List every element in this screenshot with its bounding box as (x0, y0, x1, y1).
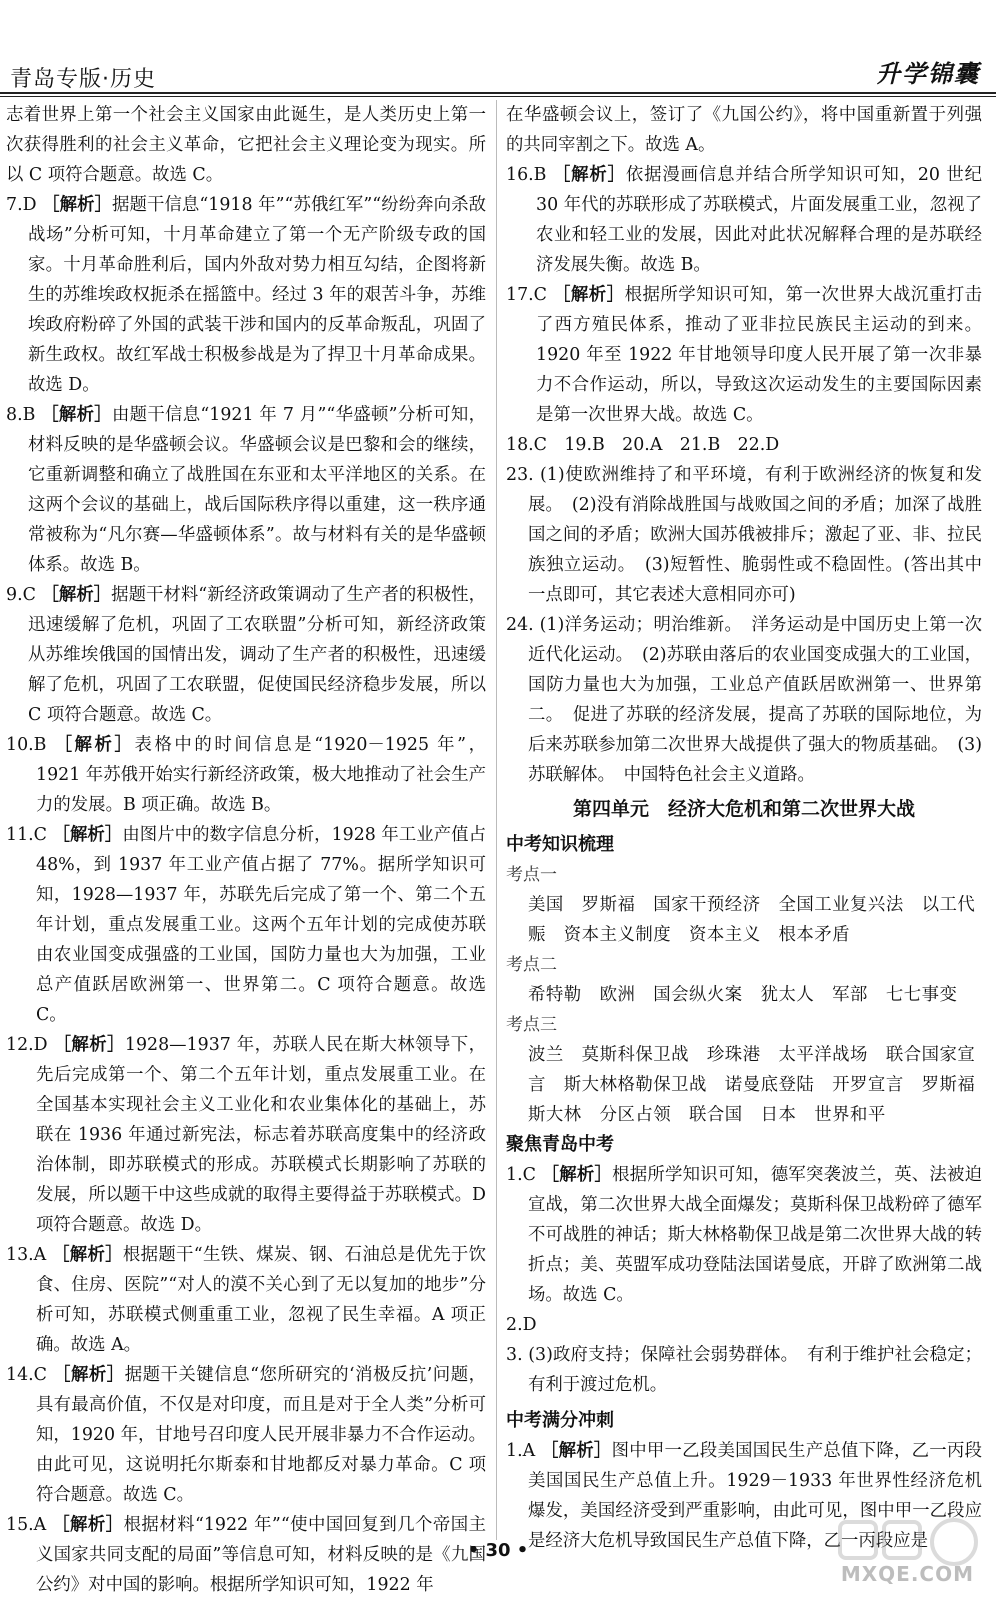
answer-text: 由图片中的数字信息分析，1928 年工业产值占 48%，到 1937 年工业产值占据了 77%。据所学知识可知，1928—1937 年，苏联先后完成了第一个、第二个五年计划，重点发展重工业。这两个五年计划的完成使苏联由农业国变成强盛的工业国，国防力量也大为加强，工业总产值跃居欧洲第一、世界第二。C 项符合题意。故选 C。 (36, 825, 486, 1025)
section-sprint-title: 中考满分冲刺 (506, 1410, 614, 1431)
page-header (0, 0, 996, 98)
answer-text: 图中甲一乙段美国国民生产总值下降，乙一丙段美国国民生产总值上升。1929－1933 年世界性经济危机爆发，美国经济受到严重影响，由此可见，图中甲一乙段应是经济大危机导致国民生产总值下降，乙一丙段应是 (528, 1441, 982, 1551)
answer-number: 16.B (506, 165, 547, 185)
answer-number: 1.A (506, 1441, 536, 1461)
answer-item (6, 400, 486, 580)
analysis-tag: ［解析］ (52, 1245, 123, 1265)
right-column-answers (506, 100, 982, 790)
analysis-tag: ［解析］ (52, 825, 123, 845)
kaodian-terms: 波兰 莫斯科保卫战 珍珠港 太平洋战场 联合国家宣言 斯大林格勒保卫战 诺曼底登陆 开罗宣言 罗斯福 斯大林 分区占领 联合国 日本 世界和平 (528, 1045, 994, 1125)
analysis-tag: ［解析］ (52, 1515, 124, 1535)
answer-number: 3. (506, 1345, 523, 1365)
header-right-title: 升学锦囊 (876, 60, 980, 88)
answer-number: 11.C (6, 825, 47, 845)
watermark-text: MXQE.COM (840, 1562, 974, 1586)
answer-item (506, 1160, 982, 1310)
kaodian-terms: 希特勒 欧洲 国会纵火案 犹太人 军部 七七事变 (528, 985, 958, 1005)
analysis-tag: ［解析］ (552, 165, 626, 185)
header-rule-thin (0, 96, 996, 97)
kaodian-terms: 美国 罗斯福 国家干预经济 全国工业复兴法 以工代赈 资本主义制度 资本主义 根本矛盾 (528, 895, 976, 945)
answer-text: 据题干材料“新经济政策调动了生产者的积极性，迅速缓解了危机，巩固了工农联盟”分析可知，新经济政策从苏维埃俄国的国情出发，调动了生产者的积极性，迅速缓解了危机，巩固了工农联盟，促使国民经济稳步发展，所以 C 项符合题意。故选 C。 (28, 585, 486, 725)
analysis-tag: ［解析］ (42, 195, 113, 215)
analysis-tag: ［解析］ (41, 585, 112, 605)
kaodian-label: 考点二 (506, 955, 557, 975)
analysis-tag: ［解析］ (53, 1035, 125, 1055)
answer-text: (1)使欧洲维持了和平环境，有利于欧洲经济的恢复和发展。 (2)没有消除战胜国与战败国之间的矛盾；加深了战胜国之间的矛盾；欧洲大国苏俄被排斥；激起了亚、非、拉民族独立运动。 (3)短暂性、脆弱性或不稳固性。(答出其中一点即可，其它表述大意相同亦可) (528, 465, 983, 605)
answer-number: 24. (506, 615, 534, 635)
analysis-tag: ［解析］ (553, 285, 625, 305)
answer-item (506, 1340, 982, 1400)
answer-text: (3)政府支持；保障社会弱势群体。 有利于维护社会稳定；有利于渡过危机。 (528, 1345, 983, 1395)
answer-number: 8.B (6, 405, 36, 425)
answer-text: 据题干关键信息“您所研究的‘消极反抗’问题，具有最高价值，不仅是对印度，而且是对于全人类”分析可知，1920 年，甘地号召印度人民开展非暴力不合作运动。由此可见，这说明托尔斯泰和甘地都反对暴力革命。C 项符合题意。故选 C。 (36, 1365, 486, 1505)
answer-item (506, 100, 982, 160)
qingdao-answer-list (506, 1160, 982, 1400)
answer-text: 18.C 19.B 20.A 21.B 22.D (506, 435, 780, 455)
section-qingdao-title: 聚焦青岛中考 (506, 1134, 614, 1155)
answer-text: 根据材料“1922 年”“使中国回复到几个帝国主义国家共同支配的局面”等信息可知，材料反映的是《九国公约》对中国的影响。根据所学知识可知，1922 年 (36, 1515, 486, 1595)
answer-text: 1928—1937 年，苏联人民在斯大林领导下，先后完成第一个、第二个五年计划，重点发展重工业。在全国基本实现社会主义工业化和农业集体化的基础上，苏联在 1936 年通过新宪法，标志着苏联高度集中的经济政治体制，即苏联模式的形成。苏联模式长期影响了苏联的发展，所以题干中这些成就的取得主要得益于苏联模式。D 项符合题意。故选 D。 (36, 1035, 486, 1235)
answer-number: 2.D (506, 1315, 537, 1335)
analysis-tag: ［解析］ (53, 1365, 125, 1385)
answer-number: 12.D (6, 1035, 48, 1055)
header-rule (0, 92, 996, 94)
answer-item (506, 1310, 982, 1340)
answer-item (6, 730, 486, 820)
answer-number: 9.C (6, 585, 36, 605)
left-column (6, 100, 486, 1600)
answer-text: 在华盛顿会议上，签订了《九国公约》，将中国重新置于列强的共同宰割之下。故选 A。 (506, 105, 982, 155)
answer-item (506, 460, 982, 610)
section-knowledge-title: 中考知识梳理 (506, 834, 614, 855)
answer-item (6, 100, 486, 190)
kaodian-list (506, 860, 994, 1130)
answer-item (506, 280, 982, 430)
answer-text: 由题干信息“1921 年 7 月”“华盛顿”分析可知，材料反映的是华盛顿会议。华盛顿会议是巴黎和会的继续，它重新调整和确立了战胜国在东亚和太平洋地区的关系。在这两个会议的基础上，战后国际秩序得以重建，这一秩序通常被称为“凡尔赛—华盛顿体系”。故与材料有关的是华盛顿体系。故选 B。 (28, 405, 486, 575)
answer-number: 10.B (6, 735, 47, 755)
answer-item (6, 1030, 486, 1240)
answer-text: 志着世界上第一个社会主义国家由此诞生，是人类历史上第一次获得胜利的社会主义革命，它把社会主义理论变为现实。所以 C 项符合题意。故选 C。 (6, 105, 486, 185)
answer-number: 1.C (506, 1165, 536, 1185)
answer-item (6, 1240, 486, 1360)
answer-text: (1)洋务运动；明治维新。 洋务运动是中国历史上第一次近代化运动。 (2)苏联由落后的农业国变成强大的工业国，国防力量也大为加强，工业总产值跃居欧洲第一、世界第二。 促进了苏联的经济发展，提高了苏联的国际地位，为后来苏联参加第二次世界大战提供了强大的物质基础。 (3)苏联解体。 中国特色社会主义道路。 (528, 615, 983, 785)
answer-text: 根据所学知识可知，德军突袭波兰，英、法被迫宣战，第二次世界大战全面爆发；莫斯科保卫战粉碎了德军不可战胜的神话；斯大林格勒保卫战是第二次世界大战的转折点；美、英盟军成功登陆法国诺曼底，开辟了欧洲第二战场。故选 C。 (528, 1165, 982, 1305)
unit-title: 第四单元 经济大危机和第二次世界大战 (572, 798, 915, 820)
answer-item (506, 610, 982, 790)
answer-number: 7.D (6, 195, 37, 215)
answer-item (6, 1360, 486, 1510)
analysis-tag: ［解析］ (541, 1165, 613, 1185)
answer-item (6, 580, 486, 730)
answer-item (506, 160, 982, 280)
answer-number: 13.A (6, 1245, 47, 1265)
answer-number: 14.C (6, 1365, 47, 1385)
answer-number: 17.C (506, 285, 547, 305)
kaodian-label: 考点一 (506, 865, 557, 885)
answer-text: 根据所学知识可知，第一次世界大战沉重打击了西方殖民体系，推动了亚非拉民族民主运动的到来。1920 年至 1922 年甘地领导印度人民开展了第一次非暴力不合作运动，所以，导致这次运动发生的主要国际因素是第一次世界大战。故选 C。 (536, 285, 982, 425)
answer-text: 根据题干“生铁、煤炭、钢、石油总是优先于饮食、住房、医院”“对人的漠不关心到了无以复加的地步”分析可知，苏联模式侧重重工业，忽视了民生幸福。A 项正确。故选 A。 (36, 1245, 486, 1355)
answer-text: 表格中的时间信息是“1920－1925 年”，1921 年苏俄开始实行新经济政策，极大地推动了社会生产力的发展。B 项正确。故选 B。 (36, 735, 486, 815)
kaodian-label: 考点三 (506, 1015, 557, 1035)
answer-number: 23. (506, 465, 534, 485)
right-column (506, 100, 994, 1556)
analysis-tag: ［解析］ (54, 735, 135, 755)
answer-item (506, 430, 982, 460)
header-left-title: 青岛专版·历史 (10, 67, 156, 92)
answer-number: 15.A (6, 1515, 47, 1535)
answer-text: 依据漫画信息并结合所学知识可知，20 世纪 30 年代的苏联形成了苏联模式，片面发展重工业，忽视了农业和轻工业的发展，因此对此状况解释合理的是苏联经济发展失衡。故选 B。 (536, 165, 982, 275)
column-divider (496, 100, 497, 1540)
analysis-tag: ［解析］ (41, 405, 112, 425)
answer-text: 据题干信息“1918 年”“苏俄红军”“纷纷奔向杀敌战场”分析可知，十月革命建立了第一个无产阶级专政的国家。十月革命胜利后，国内外敌对势力相互勾结，企图将新生的苏维埃政权扼杀在摇篮中。经过 3 年的艰苦斗争，苏维埃政府粉碎了外国的武装干涉和国内的反革命叛乱，巩固了新生政权。故红军战士积极参战是为了捍卫十月革命成果。故选 D。 (28, 195, 486, 395)
page-number: • 30 • (467, 1540, 529, 1561)
analysis-tag: ［解析］ (540, 1441, 612, 1461)
answer-item (6, 820, 486, 1030)
answer-item (6, 190, 486, 400)
